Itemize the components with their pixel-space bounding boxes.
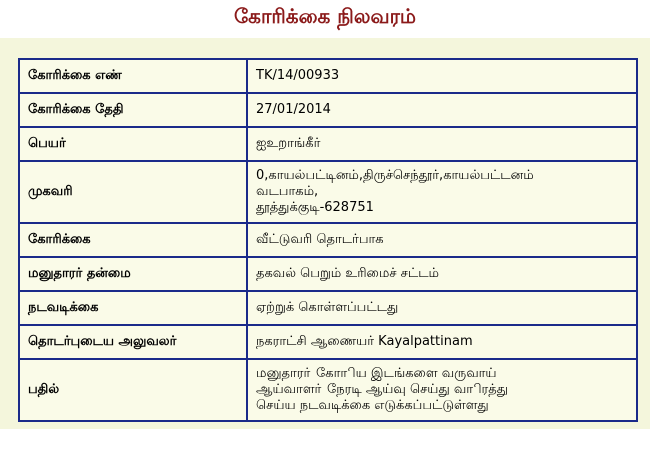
request-status-table xyxy=(18,58,638,422)
reply-value xyxy=(247,359,637,421)
reply-line: ஆய்வாளா் நேரடி ஆய்வு செய்து வாிரத்து xyxy=(256,382,508,397)
officer-value: நகராட்சி ஆணையர் Kayalpattinam xyxy=(247,325,637,359)
address-line: 0,காயல்பட்டினம்,திருச்செந்தூர்,காயல்பட்டனம் xyxy=(256,168,534,183)
petitioner-type-value: தகவல் பெறும் உரிமைச் சட்டம் xyxy=(247,257,637,291)
action-value: ஏற்றுக் கொள்ளப்பட்டது xyxy=(247,291,637,325)
petitioner-type-label: மனுதாரர் தன்மை xyxy=(19,257,247,291)
reply-label: பதில் xyxy=(19,359,247,421)
address-value xyxy=(247,161,637,223)
address-line: வடபாகம், xyxy=(256,184,319,199)
table-row xyxy=(19,359,637,421)
table-row xyxy=(19,93,637,127)
table-row xyxy=(19,257,637,291)
address-line: தூத்துக்குடி-628751 xyxy=(256,200,374,215)
page-title: கோரிக்கை நிலவரம் xyxy=(233,4,417,28)
request-number-value: TK/14/00933 xyxy=(247,59,637,93)
table-row xyxy=(19,127,637,161)
name-label: பெயர் xyxy=(19,127,247,161)
request-date-label: கோரிக்கை தேதி xyxy=(19,93,247,127)
reply-line: செய்ய நடவடிக்கை எடுக்கப்பட்டுள்ளது xyxy=(256,398,489,413)
table-row xyxy=(19,291,637,325)
table-row xyxy=(19,325,637,359)
name-value: ஐஉறாங்கீர் xyxy=(247,127,637,161)
request-date-value: 27/01/2014 xyxy=(247,93,637,127)
officer-label: தொடர்புடைய அலுவலர் xyxy=(19,325,247,359)
request-value: வீட்டுவரி தொடர்பாக xyxy=(247,223,637,257)
request-label: கோரிக்கை xyxy=(19,223,247,257)
address-label: முகவரி xyxy=(19,161,247,223)
request-number-label: கோரிக்கை எண் xyxy=(19,59,247,93)
table-row xyxy=(19,161,637,223)
reply-line: மனுதாரா் கோாிய இடங்களை வருவாய் xyxy=(256,366,497,381)
table-row xyxy=(19,223,637,257)
request-status-panel xyxy=(0,38,650,429)
action-label: நடவடிக்கை xyxy=(19,291,247,325)
page-footer-space xyxy=(0,429,650,457)
table-row xyxy=(19,59,637,93)
